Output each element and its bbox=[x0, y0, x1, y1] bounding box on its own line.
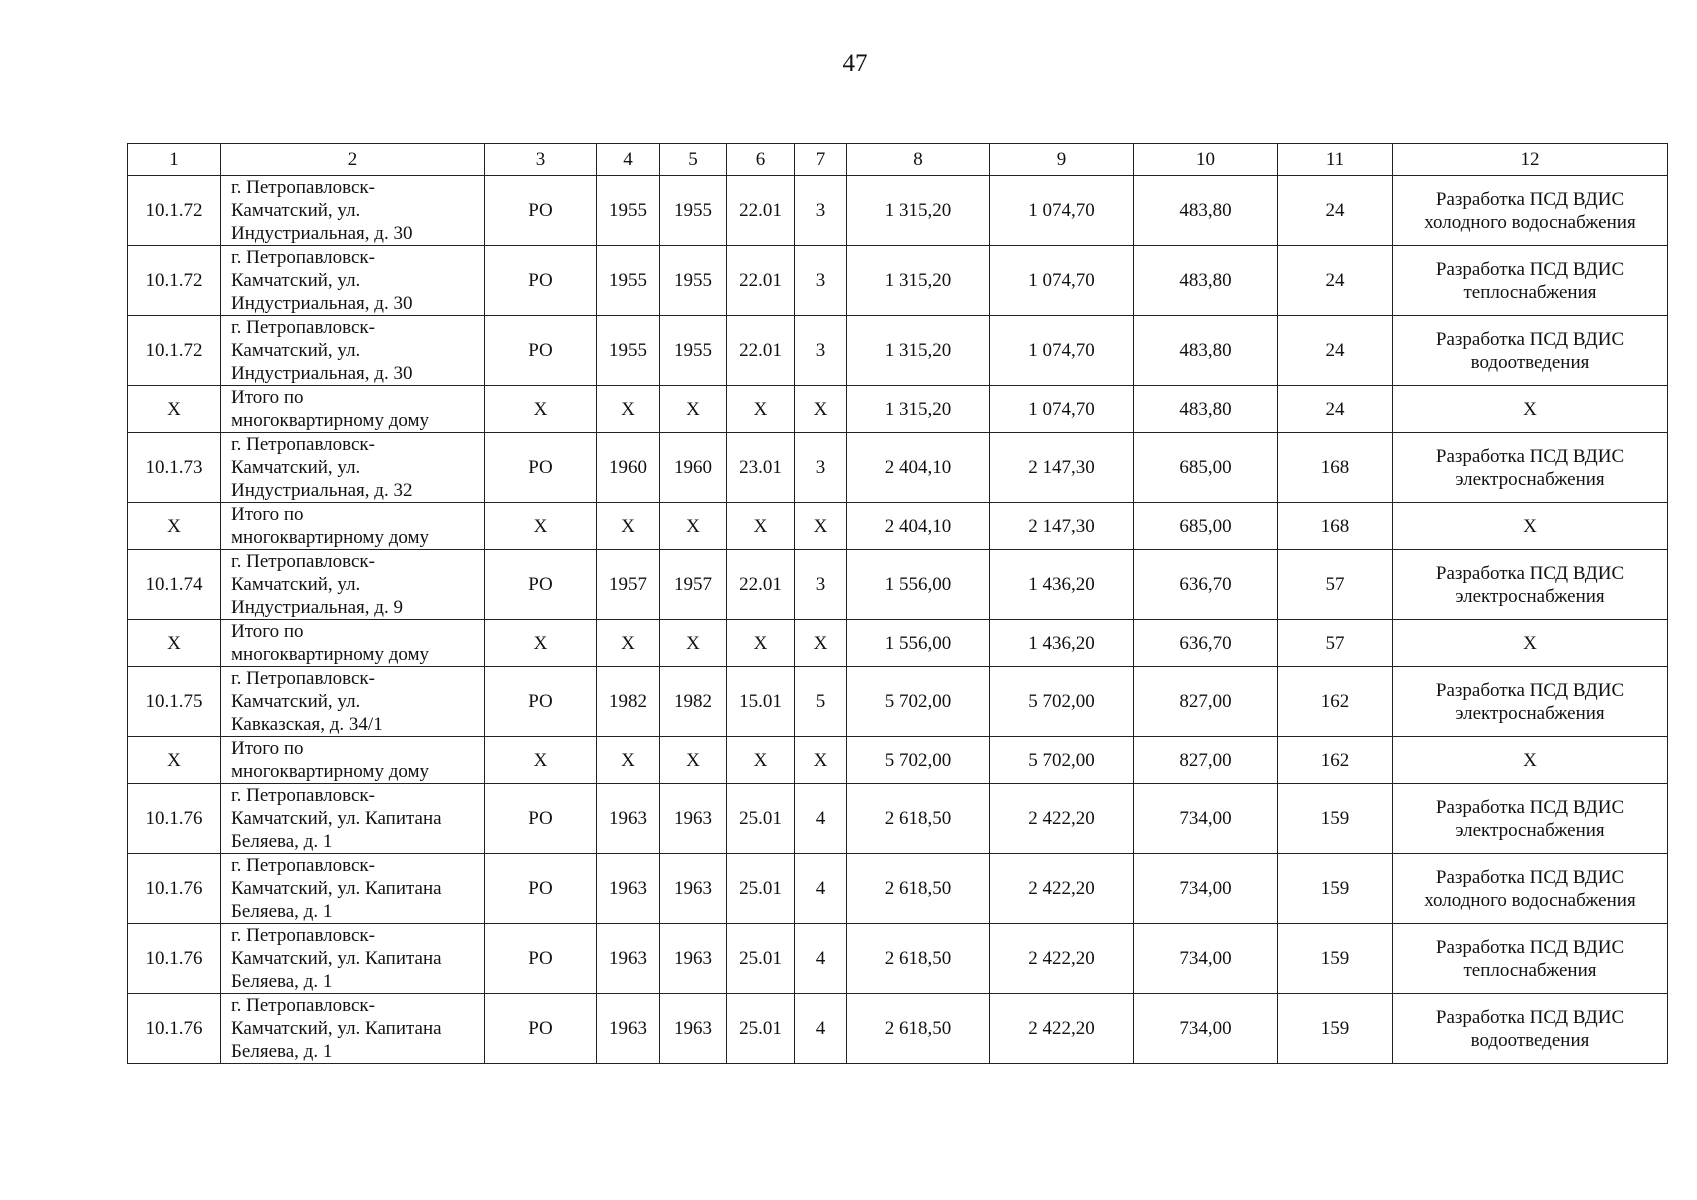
wall-material-cell: 23.01 bbox=[727, 433, 795, 503]
column-number-row bbox=[128, 144, 1668, 176]
nonresidential-area-cell: 483,80 bbox=[1134, 176, 1278, 246]
table-row bbox=[128, 176, 1668, 246]
wall-material-cell: 25.01 bbox=[727, 924, 795, 994]
apartments-area-cell: 1 436,20 bbox=[990, 550, 1134, 620]
nonresidential-area-cell: 827,00 bbox=[1134, 737, 1278, 784]
wall-material-cell: 25.01 bbox=[727, 994, 795, 1064]
floors-cell: 3 bbox=[795, 176, 847, 246]
row-number-cell: 10.1.76 bbox=[128, 924, 221, 994]
overhaul-year-cell: 1963 bbox=[660, 994, 727, 1064]
commission-year-cell: Х bbox=[597, 503, 660, 550]
address-cell: г. Петропавловск- Камчатский, ул. Капитана Беляева, д. 1 bbox=[221, 994, 485, 1064]
commission-year-cell: 1955 bbox=[597, 176, 660, 246]
commission-year-cell: 1955 bbox=[597, 246, 660, 316]
funding-source-cell: РО bbox=[485, 994, 597, 1064]
table-row bbox=[128, 316, 1668, 386]
row-number-cell: Х bbox=[128, 737, 221, 784]
row-number-cell: 10.1.76 bbox=[128, 854, 221, 924]
residents-count-cell: 168 bbox=[1278, 503, 1393, 550]
commission-year-cell: 1955 bbox=[597, 316, 660, 386]
apartments-area-cell: 1 074,70 bbox=[990, 316, 1134, 386]
row-number-cell: 10.1.74 bbox=[128, 550, 221, 620]
floors-cell: Х bbox=[795, 386, 847, 433]
row-number-cell: Х bbox=[128, 620, 221, 667]
total-area-cell: 1 315,20 bbox=[847, 176, 990, 246]
commission-year-cell: Х bbox=[597, 386, 660, 433]
house-total-row bbox=[128, 386, 1668, 433]
nonresidential-area-cell: 734,00 bbox=[1134, 854, 1278, 924]
address-cell: Итого по многоквартирному дому bbox=[221, 620, 485, 667]
work-type-cell: Разработка ПСД ВДИС водоотведения bbox=[1393, 316, 1668, 386]
wall-material-cell: Х bbox=[727, 737, 795, 784]
table-row bbox=[128, 924, 1668, 994]
residents-count-cell: 162 bbox=[1278, 737, 1393, 784]
funding-source-cell: РО bbox=[485, 784, 597, 854]
apartments-area-cell: 1 436,20 bbox=[990, 620, 1134, 667]
floors-cell: 4 bbox=[795, 994, 847, 1064]
column-number-cell: 4 bbox=[597, 144, 660, 176]
work-type-cell: Х bbox=[1393, 620, 1668, 667]
apartments-area-cell: 2 422,20 bbox=[990, 784, 1134, 854]
residents-count-cell: 57 bbox=[1278, 620, 1393, 667]
residents-count-cell: 159 bbox=[1278, 854, 1393, 924]
funding-source-cell: РО bbox=[485, 316, 597, 386]
nonresidential-area-cell: 636,70 bbox=[1134, 620, 1278, 667]
nonresidential-area-cell: 685,00 bbox=[1134, 503, 1278, 550]
address-cell: г. Петропавловск- Камчатский, ул. Индустриальная, д. 30 bbox=[221, 316, 485, 386]
apartments-area-cell: 2 422,20 bbox=[990, 924, 1134, 994]
column-number-cell: 2 bbox=[221, 144, 485, 176]
total-area-cell: 2 618,50 bbox=[847, 994, 990, 1064]
overhaul-year-cell: Х bbox=[660, 620, 727, 667]
address-cell: г. Петропавловск- Камчатский, ул. Капитана Беляева, д. 1 bbox=[221, 924, 485, 994]
residents-count-cell: 159 bbox=[1278, 924, 1393, 994]
address-cell: г. Петропавловск- Камчатский, ул. Индустриальная, д. 32 bbox=[221, 433, 485, 503]
floors-cell: 3 bbox=[795, 433, 847, 503]
nonresidential-area-cell: 734,00 bbox=[1134, 784, 1278, 854]
residents-count-cell: 159 bbox=[1278, 784, 1393, 854]
overhaul-year-cell: 1955 bbox=[660, 176, 727, 246]
commission-year-cell: 1963 bbox=[597, 854, 660, 924]
nonresidential-area-cell: 483,80 bbox=[1134, 246, 1278, 316]
page-number: 47 bbox=[842, 50, 868, 77]
repair-program-table bbox=[127, 143, 1668, 1064]
wall-material-cell: 22.01 bbox=[727, 550, 795, 620]
wall-material-cell: Х bbox=[727, 503, 795, 550]
total-area-cell: 5 702,00 bbox=[847, 737, 990, 784]
apartments-area-cell: 2 422,20 bbox=[990, 994, 1134, 1064]
work-type-cell: Разработка ПСД ВДИС электроснабжения bbox=[1393, 550, 1668, 620]
nonresidential-area-cell: 734,00 bbox=[1134, 924, 1278, 994]
funding-source-cell: Х bbox=[485, 503, 597, 550]
address-cell: Итого по многоквартирному дому bbox=[221, 737, 485, 784]
overhaul-year-cell: 1955 bbox=[660, 316, 727, 386]
funding-source-cell: Х bbox=[485, 386, 597, 433]
commission-year-cell: 1963 bbox=[597, 994, 660, 1064]
work-type-cell: Х bbox=[1393, 737, 1668, 784]
column-number-cell: 5 bbox=[660, 144, 727, 176]
total-area-cell: 2 618,50 bbox=[847, 854, 990, 924]
overhaul-year-cell: 1963 bbox=[660, 784, 727, 854]
row-number-cell: 10.1.73 bbox=[128, 433, 221, 503]
nonresidential-area-cell: 734,00 bbox=[1134, 994, 1278, 1064]
apartments-area-cell: 2 422,20 bbox=[990, 854, 1134, 924]
address-cell: г. Петропавловск- Камчатский, ул. Индустриальная, д. 9 bbox=[221, 550, 485, 620]
residents-count-cell: 159 bbox=[1278, 994, 1393, 1064]
wall-material-cell: 25.01 bbox=[727, 784, 795, 854]
commission-year-cell: 1963 bbox=[597, 924, 660, 994]
floors-cell: 4 bbox=[795, 854, 847, 924]
house-total-row bbox=[128, 620, 1668, 667]
residents-count-cell: 24 bbox=[1278, 176, 1393, 246]
floors-cell: 5 bbox=[795, 667, 847, 737]
overhaul-year-cell: 1955 bbox=[660, 246, 727, 316]
row-number-cell: 10.1.72 bbox=[128, 176, 221, 246]
address-cell: Итого по многоквартирному дому bbox=[221, 386, 485, 433]
wall-material-cell: Х bbox=[727, 620, 795, 667]
funding-source-cell: РО bbox=[485, 924, 597, 994]
column-number-cell: 12 bbox=[1393, 144, 1668, 176]
row-number-cell: 10.1.76 bbox=[128, 784, 221, 854]
column-number-cell: 9 bbox=[990, 144, 1134, 176]
address-cell: г. Петропавловск- Камчатский, ул. Капитана Беляева, д. 1 bbox=[221, 784, 485, 854]
table-row bbox=[128, 246, 1668, 316]
floors-cell: 3 bbox=[795, 550, 847, 620]
overhaul-year-cell: Х bbox=[660, 503, 727, 550]
row-number-cell: 10.1.72 bbox=[128, 316, 221, 386]
column-number-cell: 10 bbox=[1134, 144, 1278, 176]
column-number-cell: 1 bbox=[128, 144, 221, 176]
apartments-area-cell: 5 702,00 bbox=[990, 667, 1134, 737]
table-row bbox=[128, 784, 1668, 854]
wall-material-cell: 22.01 bbox=[727, 246, 795, 316]
row-number-cell: Х bbox=[128, 503, 221, 550]
work-type-cell: Разработка ПСД ВДИС электроснабжения bbox=[1393, 784, 1668, 854]
wall-material-cell: 25.01 bbox=[727, 854, 795, 924]
total-area-cell: 5 702,00 bbox=[847, 667, 990, 737]
wall-material-cell: 22.01 bbox=[727, 176, 795, 246]
floors-cell: 3 bbox=[795, 316, 847, 386]
total-area-cell: 2 404,10 bbox=[847, 503, 990, 550]
funding-source-cell: РО bbox=[485, 667, 597, 737]
commission-year-cell: 1982 bbox=[597, 667, 660, 737]
table-row bbox=[128, 994, 1668, 1064]
funding-source-cell: РО bbox=[485, 854, 597, 924]
total-area-cell: 1 556,00 bbox=[847, 620, 990, 667]
floors-cell: Х bbox=[795, 620, 847, 667]
column-number-cell: 8 bbox=[847, 144, 990, 176]
overhaul-year-cell: 1982 bbox=[660, 667, 727, 737]
floors-cell: 4 bbox=[795, 924, 847, 994]
nonresidential-area-cell: 483,80 bbox=[1134, 386, 1278, 433]
floors-cell: Х bbox=[795, 503, 847, 550]
address-cell: г. Петропавловск- Камчатский, ул. Индустриальная, д. 30 bbox=[221, 176, 485, 246]
overhaul-year-cell: Х bbox=[660, 386, 727, 433]
work-type-cell: Разработка ПСД ВДИС холодного водоснабжения bbox=[1393, 176, 1668, 246]
work-type-cell: Разработка ПСД ВДИС водоотведения bbox=[1393, 994, 1668, 1064]
funding-source-cell: РО bbox=[485, 433, 597, 503]
nonresidential-area-cell: 827,00 bbox=[1134, 667, 1278, 737]
wall-material-cell: 22.01 bbox=[727, 316, 795, 386]
commission-year-cell: 1963 bbox=[597, 784, 660, 854]
address-cell: г. Петропавловск- Камчатский, ул. Индустриальная, д. 30 bbox=[221, 246, 485, 316]
house-total-row bbox=[128, 737, 1668, 784]
address-cell: г. Петропавловск- Камчатский, ул. Кавказская, д. 34/1 bbox=[221, 667, 485, 737]
work-type-cell: Разработка ПСД ВДИС теплоснабжения bbox=[1393, 924, 1668, 994]
overhaul-year-cell: 1957 bbox=[660, 550, 727, 620]
total-area-cell: 2 618,50 bbox=[847, 924, 990, 994]
residents-count-cell: 24 bbox=[1278, 386, 1393, 433]
wall-material-cell: Х bbox=[727, 386, 795, 433]
total-area-cell: 1 315,20 bbox=[847, 386, 990, 433]
table-row bbox=[128, 550, 1668, 620]
row-number-cell: 10.1.76 bbox=[128, 994, 221, 1064]
funding-source-cell: РО bbox=[485, 176, 597, 246]
work-type-cell: Разработка ПСД ВДИС электроснабжения bbox=[1393, 667, 1668, 737]
table-row bbox=[128, 433, 1668, 503]
wall-material-cell: 15.01 bbox=[727, 667, 795, 737]
table-row bbox=[128, 854, 1668, 924]
table-body bbox=[128, 144, 1668, 1064]
work-type-cell: Х bbox=[1393, 503, 1668, 550]
row-number-cell: 10.1.72 bbox=[128, 246, 221, 316]
total-area-cell: 1 315,20 bbox=[847, 316, 990, 386]
total-area-cell: 1 315,20 bbox=[847, 246, 990, 316]
row-number-cell: Х bbox=[128, 386, 221, 433]
overhaul-year-cell: 1963 bbox=[660, 924, 727, 994]
floors-cell: 3 bbox=[795, 246, 847, 316]
overhaul-year-cell: 1963 bbox=[660, 854, 727, 924]
work-type-cell: Разработка ПСД ВДИС холодного водоснабжения bbox=[1393, 854, 1668, 924]
work-type-cell: Разработка ПСД ВДИС теплоснабжения bbox=[1393, 246, 1668, 316]
overhaul-year-cell: Х bbox=[660, 737, 727, 784]
address-cell: г. Петропавловск- Камчатский, ул. Капитана Беляева, д. 1 bbox=[221, 854, 485, 924]
work-type-cell: Разработка ПСД ВДИС электроснабжения bbox=[1393, 433, 1668, 503]
residents-count-cell: 24 bbox=[1278, 246, 1393, 316]
work-type-cell: Х bbox=[1393, 386, 1668, 433]
commission-year-cell: 1960 bbox=[597, 433, 660, 503]
commission-year-cell: 1957 bbox=[597, 550, 660, 620]
nonresidential-area-cell: 685,00 bbox=[1134, 433, 1278, 503]
total-area-cell: 1 556,00 bbox=[847, 550, 990, 620]
house-total-row bbox=[128, 503, 1668, 550]
table-row bbox=[128, 667, 1668, 737]
column-number-cell: 6 bbox=[727, 144, 795, 176]
total-area-cell: 2 618,50 bbox=[847, 784, 990, 854]
apartments-area-cell: 5 702,00 bbox=[990, 737, 1134, 784]
row-number-cell: 10.1.75 bbox=[128, 667, 221, 737]
column-number-cell: 11 bbox=[1278, 144, 1393, 176]
nonresidential-area-cell: 483,80 bbox=[1134, 316, 1278, 386]
floors-cell: Х bbox=[795, 737, 847, 784]
total-area-cell: 2 404,10 bbox=[847, 433, 990, 503]
apartments-area-cell: 1 074,70 bbox=[990, 386, 1134, 433]
overhaul-year-cell: 1960 bbox=[660, 433, 727, 503]
residents-count-cell: 24 bbox=[1278, 316, 1393, 386]
address-cell: Итого по многоквартирному дому bbox=[221, 503, 485, 550]
residents-count-cell: 168 bbox=[1278, 433, 1393, 503]
funding-source-cell: Х bbox=[485, 737, 597, 784]
funding-source-cell: РО bbox=[485, 550, 597, 620]
apartments-area-cell: 1 074,70 bbox=[990, 246, 1134, 316]
apartments-area-cell: 2 147,30 bbox=[990, 503, 1134, 550]
column-number-cell: 7 bbox=[795, 144, 847, 176]
funding-source-cell: Х bbox=[485, 620, 597, 667]
apartments-area-cell: 2 147,30 bbox=[990, 433, 1134, 503]
residents-count-cell: 57 bbox=[1278, 550, 1393, 620]
nonresidential-area-cell: 636,70 bbox=[1134, 550, 1278, 620]
apartments-area-cell: 1 074,70 bbox=[990, 176, 1134, 246]
commission-year-cell: Х bbox=[597, 737, 660, 784]
floors-cell: 4 bbox=[795, 784, 847, 854]
funding-source-cell: РО bbox=[485, 246, 597, 316]
residents-count-cell: 162 bbox=[1278, 667, 1393, 737]
commission-year-cell: Х bbox=[597, 620, 660, 667]
column-number-cell: 3 bbox=[485, 144, 597, 176]
